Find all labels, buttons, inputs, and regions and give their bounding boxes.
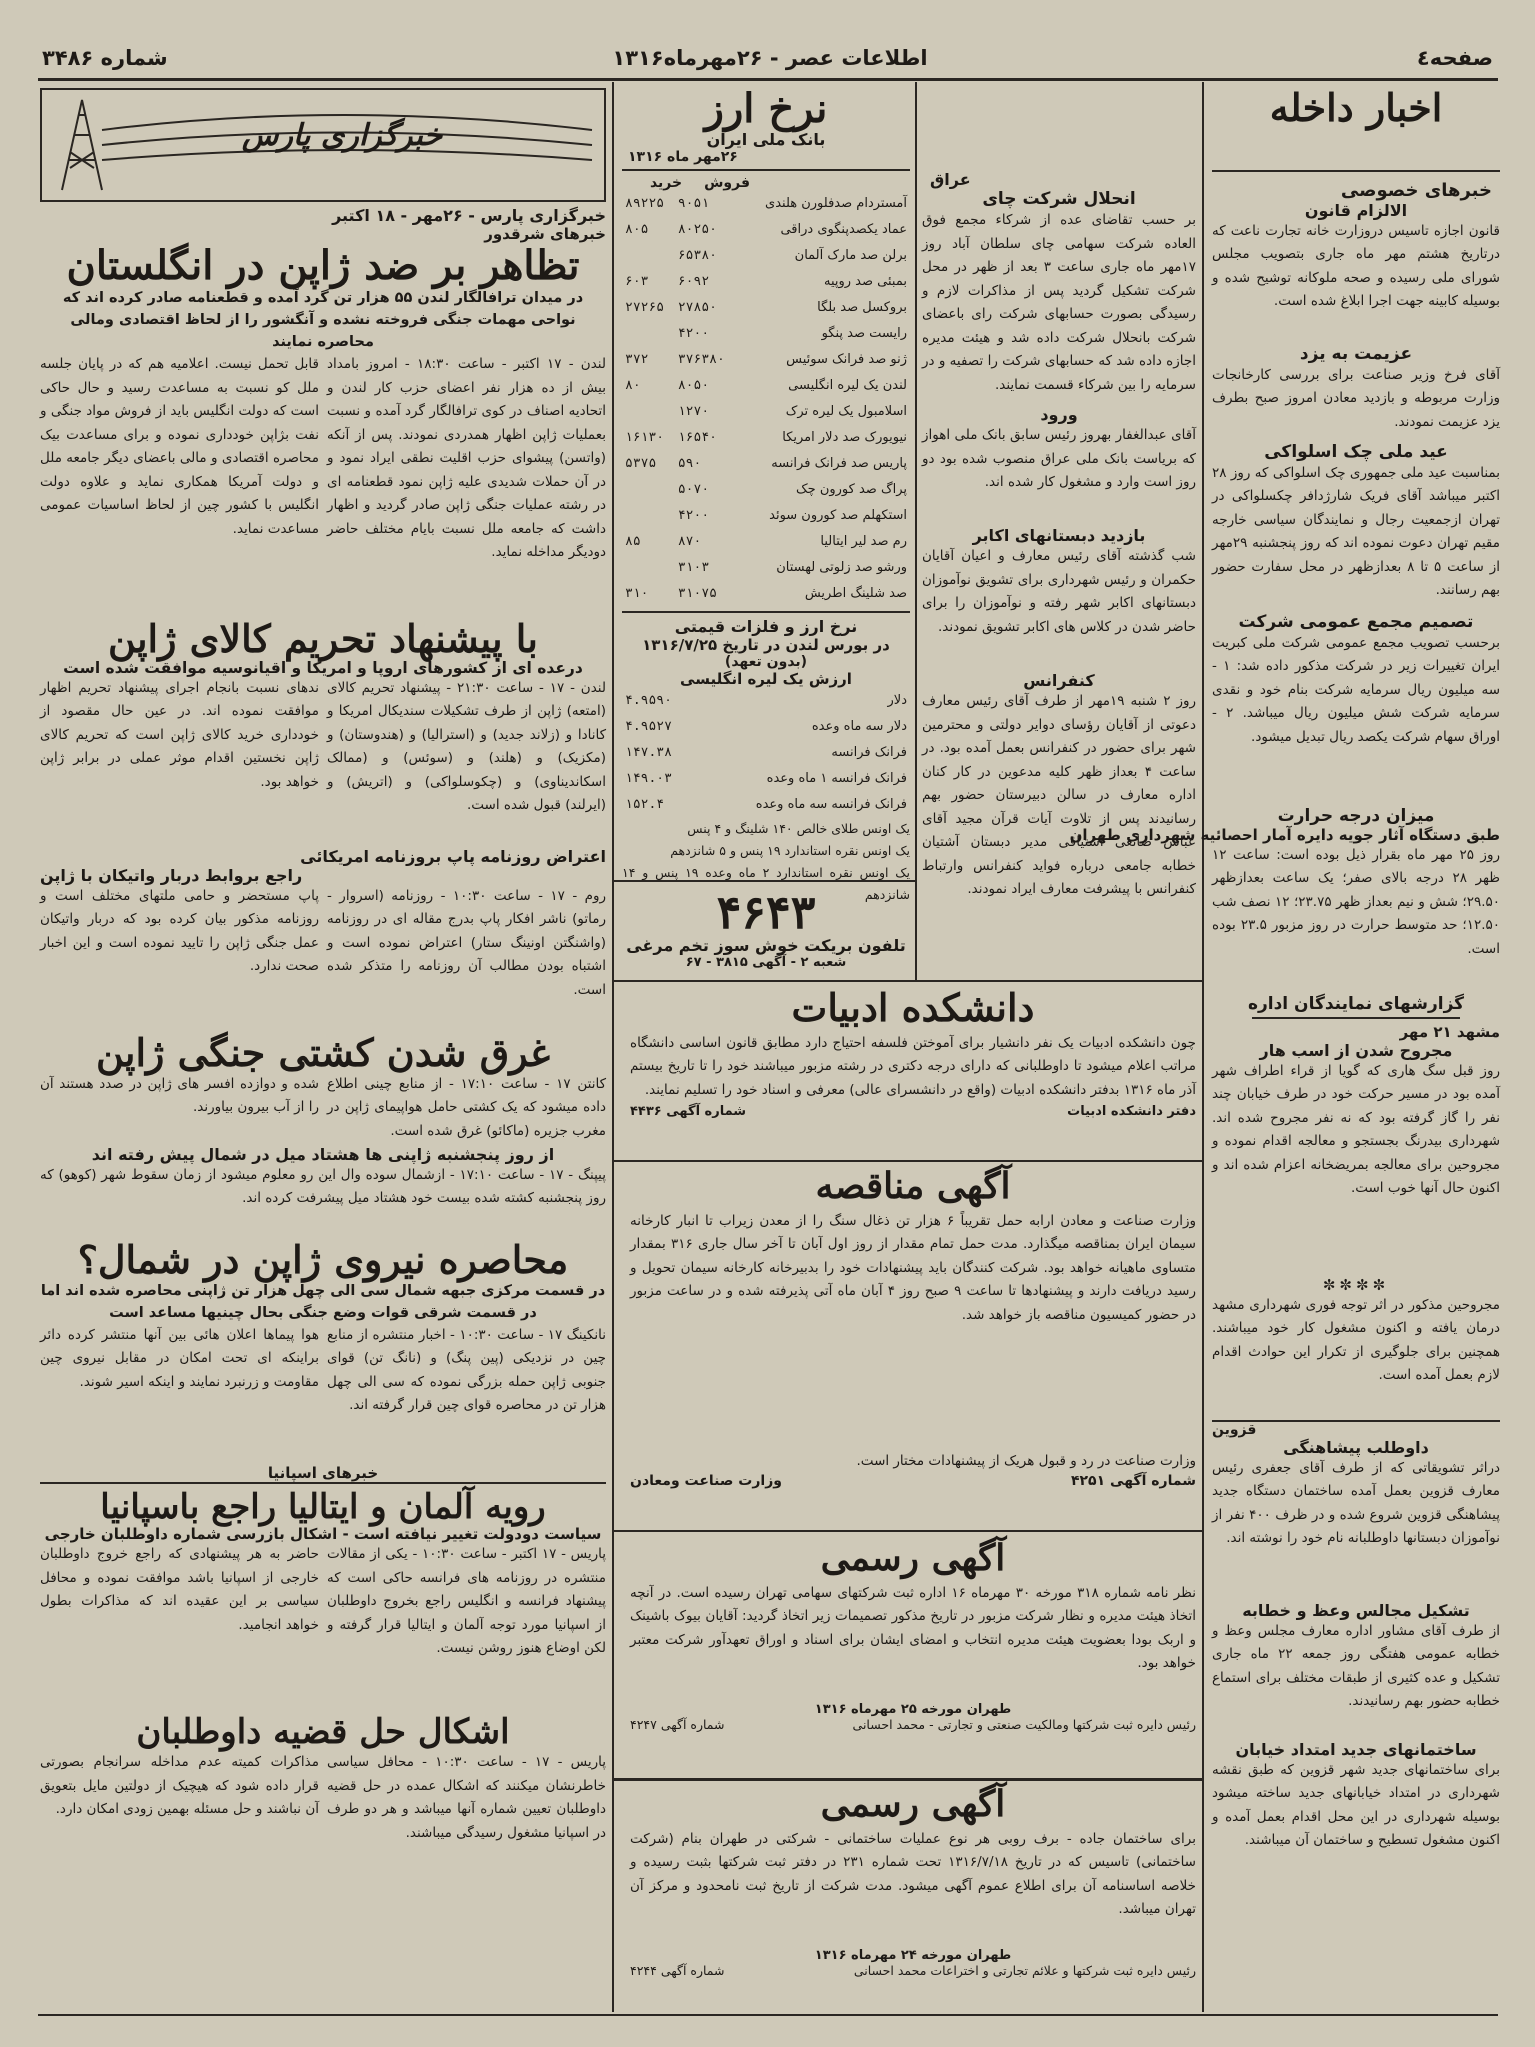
headline: اشکال حل قضیه داوطلبان [136,1712,510,1753]
sell-rate: ۵۹۰ [677,456,702,471]
headline: ورود [1040,405,1078,424]
exchange-rates-column [622,85,910,902]
university-title: دانشکده ادبیات [791,985,1035,1030]
headline: اعتراض روزنامه پاپ بروزنامه امریکائی [300,846,606,866]
sell-rate: ۴۲۰۰ [677,326,710,341]
buy-rate: ۸۰ [625,378,641,393]
official-ad-number: شماره آگهی ۴۲۴۴ [630,1962,725,1978]
gold-price: یک اونس طلای خالص ۱۴۰ شلینگ و ۴ پنس [687,821,910,836]
rate-value: ۴.۹۵۹۰ [625,693,672,708]
official-footer [630,1963,1196,1978]
rate-row [622,269,910,295]
sell-rate: ۸۰۲۵۰ [677,222,717,237]
rate-row [622,581,910,607]
article-text: شب گذشته آقای رئیس معارف و اعیان آقایان حکمران و رئیس شهرداری برای تشویق نوآموزان دبستانهای اکابر شهر رفته و نوآموزان را برای حاضر شدن در کلاس های اکابر تشویق نمودند. [922,548,1196,635]
article-text: لندن - ۱۷ اکتبر - ساعت ۱۸:۳۰ - امروز بامداد بیش از ده هزار نفر اعضای حزب کار لندن و اتحادیه اصناف در کوی ترافالگار گرد آمده و نسبت بعملیات ژاپن اظهار همدردی نمودند. پس از آنکه (واتسن) پیشوای حزب اقلیت نطقی ایراد نمود و در آن حملات شدیدی علیه ژاپن نمود قطعنامه ای در رشته عملیات جنگی ژاپن صادر گردید و اظهار داشت که جامعه ملل نسبت بایام مختلف حاضر دودیگر مداخله نماید. [327,356,606,560]
headline: تظاهر بر ضد ژاپن در انگلستان [66,242,580,289]
paper-date: اطلاعات عصر - ۲۶مهرماه۱۳۱۶ [612,46,928,70]
sell-rate: ۱۶۵۴۰ [677,430,717,445]
subheadline: درعده ای از کشورهای اروپا و امریکا و اقیانوسیه موافقت شده است [63,658,583,677]
headline: ساختمانهای جدید امتداد خیابان [1235,1739,1477,1759]
official-ad-2 [630,1783,1196,2014]
article-columns [40,1073,606,1145]
rates-subtitle: بانک ملی ایران [706,130,826,149]
article-text: هوا پیماها اعلان هائی بین آنها منتشر کرده دائر براینکه ای تحت امکان در مقابل نیروی چین مقاومت و زرنبرد نمایند و اینکه اسیر شوند. [40,1326,319,1390]
article-text: روز قبل سگ هاری که گویا از قراء اطراف شهر آمده بود در مسیر حرکت خود در طرف خیابان چند نفر را گاز گرفته بود که نه نفر مجروح شده اند. شهرداری بیدرنگ بجستجو و معالجه اقدام نموده و مجروحین برای معالجه بمریضخانه اعزام شده اند و اکنون حال آنها خوب است. [1212,1062,1500,1197]
headline: انحلال شرکت چای [982,189,1136,209]
headline: راجع بروابط دربار واتیکان با ژاپن [40,865,303,885]
official-sign: رئیس دایره ثبت شرکتها و علائم تجارتی و اختراعات محمد احسانی [853,1962,1196,1978]
phone-ad-line: تلفون بریکت خوش سوز تخم مرغی [626,936,906,956]
column-divider [915,82,917,982]
rate-row [622,425,910,451]
currency-name: بروکسل صد بلگا [817,300,907,315]
ornament: ✼✼✼✼ [1322,1275,1390,1294]
currency-name: رم صد لیر ایتالیا [820,534,907,549]
sell-rate: ۳۱۰۷۵ [677,586,717,601]
rates-title: نرخ ارز [704,85,828,132]
official-title: آگهی رسمی [820,1537,1006,1579]
article-text: روز ۲۵ مهر ماه بقرار ذیل بوده است: ساعت ۱۲ ظهر ۲۸ درجه بالای صفر؛ یک ساعت بعدازظهر ۲۹.۵۰؛ شش و نیم بعداز ظهر ۲۳.۷۵؛ ۱۲ نصف شب ۱۲.۵۰؛ حد متوسط حرارت در روز مزبور ۲۳.۵ بوده است. [1212,846,1500,957]
buy-rate: ۲۷۲۶۵ [625,300,665,315]
rates-table [622,191,910,607]
currency-name: آمستردام صدفلورن هلندی [765,196,907,211]
official-ad-1 [630,1537,1196,1772]
tender-title: آگهی مناقصه [815,1165,1011,1207]
article-text: کانتن ۱۷ - ساعت ۱۷:۱۰ - از منابع چینی اطلاع داده میشود که یک کشتی حامل هواپیمای ژاپن در مغرب جزیره (ماکائو) غرق شده است. [327,1075,606,1139]
article-text: پاریس - ۱۷ اکتبر - ساعت ۱۰:۳۰ - یکی از مقالات منتشره در روزنامه های فرانسه حاکی است که پیشنهاد فرانسه و انگلیس راجع بخروج داوطلبان از اسپانیا مورد توجه آلمان و ایتالیا قرار گرفته و لکن اوضاع هنوز روشن نیست. [327,1546,607,1657]
headline: محاصره نیروی ژاپن در شمال؟ [77,1236,569,1282]
rate-row [622,321,910,347]
sell-rate: ۳۷۶۳۸۰ [677,352,725,367]
headline: عزیمت به یزد [1299,343,1413,364]
article-text: مذاکرات کمیته عدم مداخله سرانجام بصورتی قرار داده شود که هیچیک از دولتین مایل بتعویق آن نباشند و حل مسئله بهمین زودی امکان دارد. [40,1754,319,1818]
currency-name: فرانک فرانسه ۱ ماه وعده [766,771,907,786]
rate-row [622,217,910,243]
buy-rate: ۳۷۲ [625,352,649,367]
column-divider [1202,82,1204,2012]
col-buy: خرید [649,175,683,191]
sell-rate: ۳۱۰۳ [677,560,710,575]
headline: الالزام قانون [1304,200,1408,220]
rate-row [622,529,910,555]
article-text: شده و دوازده افسر های ژاپن در صدد هستند آن را از آب بیرون بیاورند. [40,1075,319,1116]
dateline: قزوین [1212,1421,1257,1438]
currency-name: ژنو صد فرانک سوئیس [786,352,907,367]
section-rule [614,980,1204,982]
currency-name: دلار سه ماه وعده [811,719,907,734]
official-date: طهران مورخه ۲۴ مهرماه ۱۳۱۶ [814,1947,1012,1963]
wire-dateline: خبرگزاری پارس - ۲۶مهر - ۱۸ اکتبر [332,206,606,225]
section-rule [614,880,916,882]
metals-unit: ارزش یک لیره انگلیسی [680,670,852,688]
issue-number: شماره ۳۴۸۶ [42,46,168,70]
dateline: عراق [930,170,971,189]
rates-header [622,175,910,191]
article-text: برای ساختمانهای جدید شهر قزوین که طبق نقشه شهرداری در امتداد خیابانهای جدید ساخته میشود بوسیله شهرداری در این محل اقدام بعمل آمده و اکنون مشغول تسطیح و ساختمان آن میباشند. [1212,1761,1500,1849]
section-rule [614,1778,1204,1781]
buy-rate: ۵۳۷۵ [625,456,657,471]
rate-value: ۱۵۲.۴ [625,797,665,812]
headline: از روز پنجشنبه ژاپنی ها هشتاد میل در شمال پیش رفته اند [91,1144,555,1164]
subheadline: طبق دستگاه آثار جویه دایره آمار احصائیه شهرداری طهران [1069,825,1500,844]
currency-name: عماد یکصدپنگوی دراقی [780,222,907,237]
rates-date: ۲۶مهر ماه ۱۳۱۶ [628,149,738,165]
article-text: نانکینگ ۱۷ - ساعت ۱۰:۳۰ - اخبار منتشره از منابع چین در نزدیکی (پین پنگ) و (نانگ تن) قوای جنوبی ژاپن حمله بزرگی نموده که سی الی چهل هزار تن در محاصره قوای چین قرار گرفته اند. [327,1326,606,1414]
wire-section: خبرهای شرقدور [484,225,606,243]
metal-row [622,766,910,792]
domestic-news-column [922,88,1196,978]
metals-note: (بدون تعهد) [724,654,808,670]
rate-row [622,555,910,581]
rate-row [622,477,910,503]
official-text: برای ساختمان جاده - برف روبی هر نوع عملیات ساختمانی - شرکتی در طهران بنام (شرکت ساختمانی) تاسیس که در تاریخ ۱۳۱۶/۷/۱۸ تحت شماره ۲۳۱ در دفتر ثبت شرکتها بثبت رسیده و خلاصه اساسنامه آن برای اطلاع عموم آگهی میشود. مدت شرکت از تاریخ ثبت نامحدود و مرکز آن تهران میباشد. [630,1830,1196,1918]
rate-value: ۱۴۹.۰۳ [625,771,672,786]
article-text: روم - ۱۷ - ساعت ۱۰:۳۰ - روزنامه (اسروار - رماتو) ناشر افکار پاپ بدرج مقاله ای در روزنامه (واشنگتن اونینگ ستار) اعتراض نموده است و اشتباه بودن مطالب آن روزنامه را متذکر شده است. [327,887,607,998]
headline: تشکیل مجالس وعظ و خطابه [1242,1600,1470,1620]
silver-price: یک اونس نقره استاندارد ۱۹ پنس و ۵ شانزدهم [670,843,910,858]
headline: کنفرانس [1023,671,1095,690]
article-text: دراثر تشویقاتی که از طرف آقای جعفری رئیس معارف قزوین بعمل آمده ساختمان دستگاه جدید پیشاهنگی قزوین شروع شده و در ظرف ۴۰۰ نفر از نوآموزان دبستانها داوطلبانه نام خود را نوشته اند. [1212,1459,1500,1547]
tender-text: وزارت صناعت و معادن ارابه حمل تقریباً ۶ هزار تن ذغال سنگ را از معدن زیراب تا انبار کارخانه سیمان ایران بمناقصه میگذارد. مدت حمل تمام مقدار از روز اول آبان تا آخر سال جاری ۳۱۶ بمقدار متساوی ماهیانه خواهد بود. شرکت کنندگان باید پیشنهادات خود را بدبیرخانه کارخانه سیمان تحویل و رسید دریافت دارند و پیشنهادها تا ساعت ۹ صبح روز ۴ آبان ماه آتی پذیرفته شده و در ساعت مزبور در حضور کمیسیون مناقصه باز خواهد شد. [630,1212,1196,1323]
official-text: نظر نامه شماره ۳۱۸ مورخه ۳۰ مهرماه ۱۶ اداره ثبت شرکتهای سهامی تهران رسیده است. در آنچه اتخاذ هیئت مدیره و نظار شرکت مزبور در تاریخ مذکور تصمیمات زیر اتخاذ گردید: آقایان بیوک باشینک و اربک بودا بعضویت هیئت مدیره انتخاب و امضای ایشان برای اسناد و اوراق تعهدآور شرکت معتبر خواهد بود. [630,1584,1196,1672]
column-divider [612,82,614,2012]
article-columns [40,1751,606,1901]
metals-table [622,688,910,818]
article-text: روز ۲ شنبه ۱۹مهر از طرف آقای رئیس معارف دعوتی از آقایان رؤسای دوایر دولتی و محترمین شهر برای حضور در کنفرانس بعمل آمده بود. در ساعت ۴ بعداز ظهر کلیه مدعوین در کار کنان اداره معارف در سالن دبیرستان حضور بهم رسانیدند پس از تلاوت آیات قرآن مجید آقای عباس صانعی اشتیاقی مدیر دبستان آشتیان خطابه جامعی درباره فواید کنفرانس وارتباط کنفرانس با پیشرفت معارف ایراد نمودند. [922,693,1196,897]
rate-row [622,243,910,269]
currency-name: رایست صد پنگو [821,326,907,341]
currency-name: صد شلینگ اطریش [804,586,907,601]
article-columns [40,677,606,845]
rate-row [622,503,910,529]
currency-name: دلار [887,693,907,708]
official-footer [630,1717,1196,1732]
article-text: از طرف آقای مشاور اداره معارف مجلس وعظ و خطابه عمومی هفتگی روز جمعه ۲۲ ماه جاری تشکیل و عده کثیری از طبقات مختلف برای استماع خطابه حضور بهم رسانیدند. [1212,1622,1500,1710]
official-title: آگهی رسمی [820,1783,1006,1825]
wire-logo [40,88,606,202]
currency-name: استکهلم صد کورون سوئد [769,508,907,523]
headline: گزارشهای نمایندگان اداره [1247,993,1465,1014]
buy-rate [622,321,675,347]
headline: غرق شدن کشتی جنگی ژاپن [95,1029,551,1075]
sell-rate: ۸۷۰ [677,534,702,549]
currency-name: ورشو صد زلوتی لهستان [776,560,907,575]
sell-rate: ۶۰۹۲ [677,274,710,289]
article-columns [40,1543,606,1711]
currency-name: فرانک فرانسه سه ماه وعده [755,797,907,812]
metal-row [622,688,910,714]
currency-name: بمبئی صد روپیه [823,274,907,289]
article-text: بر حسب تقاضای عده از شرکاء مجمع فوق العاده شرکت سهامی چای سلطان آباد روز ۱۷مهر ماه جاری ساعت ۳ بعد از ظهر در محل شرکت تشکیل گردید پس از مذاکرات لازم و رسیدگی بصورت حسابهای شرکت رای باعضای شرکت بانحلال شرکت داده شد و هیئت مدیره اجازه داده شد که حسابهای شرکت را تصفیه و در سرمایه را بین شرکاء قسمت نمایند. [922,212,1197,393]
article-text: آقای عبدالغفار بهروز رئیس سابق بانک ملی اهواز که بریاست بانک ملی عراق منصوب شده بود دو روز است وارد و مشغول کار شده اند. [922,427,1196,490]
buy-rate: ۳۱۰ [625,586,649,601]
rate-row [622,191,910,217]
article-text: آقای فرخ وزیر صناعت برای بررسی کارخانجات وزارت مربوطه و بازدید معادن امروز صبح بطرف یزد عزیمت نمودند. [1212,366,1500,430]
metals-subtitle: در بورس لندن در تاریخ ۱۳۱۶/۷/۲۵ [642,636,890,654]
currency-name: پراگ صد کورون چک [796,482,907,497]
wire-logo-text: خبرگزاری پارس [241,118,443,153]
buy-rate [622,243,675,269]
wire-news-column [40,88,606,2013]
page-number: صفحه٤ [1416,46,1493,70]
tender-ad-number: شماره آگهی ۴۲۵۱ [1070,1473,1196,1490]
article-text: برحسب تصویب مجمع عمومی شرکت ملی کبریت ایران تغییرات زیر در شرکت مذکور داده شد: ۱ - سه میلیون ریال سرمایه شرکت بنام خود و نقدی سرمایه شرکت شش میلیون ریال میباشد. ۲ - اوراق سهام شرکت یکصد ریال تبدیل میشود. [1212,634,1500,745]
official-ad-number: شماره آگهی ۴۲۴۷ [630,1716,725,1732]
tender-note: وزارت صناعت در رد و قبول هریک از پیشنهادات مختار است. [856,1452,1196,1469]
section-rule [614,1530,1204,1532]
section-label: خبرهای اسپانیا [267,1463,379,1482]
buy-rate: ۸۹۲۲۵ [625,196,665,211]
headline: بازدید دبستانهای اکابر [972,526,1146,545]
rate-row [622,295,910,321]
phone-ad [622,885,910,980]
article-columns [40,885,606,1029]
article-columns [40,353,606,613]
article-text: حاضر به هر پیشنهادی که راجع خروج داوطلبان خارجی از اسپانیا باشد موافقت نموده و محافل سیاسی بر این عقیده اند که مذاکرات بطول خواهد انجامید. [40,1546,319,1633]
rate-row [622,451,910,477]
buy-rate [622,477,675,503]
sell-rate: ۱۲۷۰ [677,404,710,419]
sell-rate: ۲۷۸۵۰ [677,300,717,315]
article-text: مجروحین مذکور در اثر توجه فوری شهرداری مشهد درمان یافته و اکنون مشغول کار خود میباشند. همچنین برای جلوگیری از تکرار این حوادث اقدام لازم بعمل آمده است. [1212,1296,1500,1384]
special-news-title: خبرهای خصوصی [1340,179,1492,201]
sell-rate: ۵۰۷۰ [677,482,710,497]
university-footer [630,1104,1196,1119]
rate-value: ۱۴۷.۳۸ [625,745,672,760]
currency-name: لندن یک لیره انگلیسی [788,378,907,393]
subheadline: در قسمت مرکزی جبهه شمال سی الی چهل هزار تن ژاپنی محاصره شده اند اما در قسمت شرقی قوات وضع جنگی بحال چینیها مساعد است [40,1282,606,1321]
buy-rate [622,399,675,425]
article-text: پیپنگ - ۱۷ - ساعت ۱۷:۱۰ - ازشمال سوده وال این رو معلوم میشود از زمان سقوط شهر (کوهو) که روز پنجشنبه کشته شده بیست خود هشتاد میل پیشرفت کرده اند. [40,1166,607,1207]
article-columns [40,1324,606,1464]
tender-ad [630,1165,1196,1518]
subheadline: در میدان ترافالگار لندن ۵۵ هزار تن گرد آمده و قطعنامه صادر کرده اند که نواحی مهمات جنگی فروخته نشده و آنگشور را از لحاظ اقتصادی ومالی محاصره نمایند [62,290,584,350]
buy-rate: ۸۰۵ [625,222,649,237]
currency-name: فرانک فرانسه [831,745,907,760]
sell-rate: ۸۰۵۰ [677,378,710,393]
university-ad-number: شماره آگهی ۴۴۳۶ [630,1103,747,1119]
buy-rate [622,503,675,529]
currency-name: پاریس صد فرانک فرانسه [771,456,907,471]
headline: میزان درجه حرارت [1277,805,1435,826]
metals-title: نرخ ارز و فلزات قیمتی [674,617,858,636]
official-date: طهران مورخه ۲۵ مهرماه ۱۳۱۶ [814,1701,1012,1717]
university-sign: دفتر دانشکده ادبیات [1067,1103,1196,1119]
dateline: مشهد ۲۱ مهر [1399,1022,1500,1041]
silver-price-forward: یک اونس نقره استاندارد ۲ ماه وعده ۱۹ پنس و ۱۴ شانزدهم [622,865,910,902]
currency-name: اسلامبول یک لیره ترک [785,404,907,419]
buy-rate: ۶۰۳ [625,274,649,289]
tender-footer [630,1473,1196,1489]
buy-rate: ۱۶۱۳۰ [625,430,665,445]
university-text: چون دانشکده ادبیات یک نفر دانشیار برای آموختن فلسفه احتیاج دارد مطابق قانون اساسی دانشگاه مراتب اعلام میشود تا داوطلبانی که دارای درجه دکتری در رشته مزبور میباشند خود را تا تاریخ بیستم آذر ماه ۱۳۱۶ بدفتر دانشکده ادبیات (واقع در دانشسرای عالی) معرفی و اسناد خود را تسلیم نمایند. [630,1034,1196,1098]
article-text: بمناسبت عید ملی جمهوری چک اسلواکی که روز ۲۸ اکتبر میباشد آقای فریک شارژدافر چکسلواکی در تهران ازجمعیت رجال و نمایندگان سیاسی خارجه مقیم تهران دعوت نموده اند که روز پنجشنبه ۲۹مهر از ساعت ۵ تا ۸ بعدازظهر در محل سفارت حضور بهم رسانند. [1212,464,1500,599]
bottom-rule [38,2014,1498,2016]
rate-row [622,373,910,399]
article-text: قابل تحمل نیست. اعلامیه هم که در پایان جلسه ملل کو نسبت به مساعدت رسید و حال حاکی است که دولت انگلیس باید از فروش مواد جنگی و نفت بژاپن خودداری نموده و برای مساعدت بیک محاصره اقتصادی و مالی باعضای دیگر جامعه ملل و دولت آمریکا همکاری نماید و علاوه دولت انگلیس با کشور چین از لحاظ اساسیات عمومی مساعدت نماید. [40,356,319,537]
phone-ad-line: شعبه ۲ - آگهی ۳۸۱۵ - ۶۷ [685,955,847,971]
sell-rate: ۶۵۳۸۰ [677,248,717,263]
col-sell: فروش [704,175,750,191]
sell-rate: ۹۰۵۱ [677,196,710,211]
article-text: پاپ مستحضر و حامی ملتهای مختلف است و روزنامه مذکور بیان کرده بود که دربار واتیکان عمل جنگی ژاپن را تایید نموده است و این اخبار صحت ندارد. [40,887,319,975]
headline: تصمیم مجمع عمومی شرکت [1238,611,1474,632]
masthead-rule [38,78,1498,81]
rate-row [622,347,910,373]
buy-rate [622,555,675,581]
metal-row [622,714,910,740]
headline: داوطلب پیشاهنگی [1283,1437,1429,1457]
subheadline: سیاست دودولت تغییر نیافته است - اشکال بازرسی شماره داوطلبان خارجی [44,1525,602,1544]
currency-name: برلن صد مارک آلمان [794,248,907,263]
university-ad [630,985,1196,1158]
article-text: پاریس - ۱۷ - ساعت ۱۰:۳۰ - محافل سیاسی خاطرنشان میکنند که اشکال عمده در حل قضیه داوطلبان تعیین شماره آنها میباشد و هر دو طرف در اسپانیا مشغول رسیدگی میباشند. [327,1754,607,1841]
official-sign: رئیس دایره ثبت شرکتها ومالکیت صنعتی و تجارتی - محمد احسانی [852,1716,1196,1732]
article-text: ندهای نسبت بانجام اجرای پیشنهاد تحریم اظهار موافقت نموده اند. در عین حال مقصود از خودداری خرید کالای ژاپن است که تحریم کالای ژاپن نخستین اقدام موثر عملی در برابر ژاپن خواهد بود. [40,679,319,790]
phone-number: ۴۶۴۳ [716,885,816,939]
domestic-news-title: اخبار داخله [1269,85,1443,130]
headline: مجروح شدن از اسب هار [1259,1040,1453,1060]
article-text: لندن - ۱۷ - ساعت ۲۱:۳۰ - پیشنهاد تحریم کالای (امتعه) ژاپن از طرف تشکیلات سندیکال امریکا و کانادا و (زلاند جدید) و (استرالیا) و (هندوستان) و (مکزیک) و (هلند) و (سوئس) و (ممالک اسکاندیناوی) و (چکوسلواکی) و (اتریش) و (ایرلند) قبول شده است. [327,679,606,814]
rate-value: ۴.۹۵۲۷ [625,719,672,734]
headline: با پیشنهاد تحریم کالای ژاپن [108,616,538,661]
rate-row [622,399,910,425]
article-text: قانون اجازه تاسیس دروزارت خانه تجارت ناعت که درتاریخ هشتم مهر ماه جاری بتصویب مجلس شورای ملی رسیده و صحه ملوکانه توشیح شده و بوسیله کابینه جهت اجرا ابلاغ شده است. [1212,222,1500,310]
headline: رویه آلمان و ایتالیا راجع باسپانیا [100,1486,546,1527]
tender-sign: وزارت صناعت ومعادن [630,1473,782,1490]
metal-row [622,792,910,818]
currency-name: نیویورک صد دلار امریکا [782,430,907,445]
metal-row [622,740,910,766]
buy-rate: ۸۵ [625,534,641,549]
headline: عید ملی چک اسلواکی [1264,441,1448,462]
sell-rate: ۴۲۰۰ [677,508,710,523]
section-rule [614,1160,1204,1162]
